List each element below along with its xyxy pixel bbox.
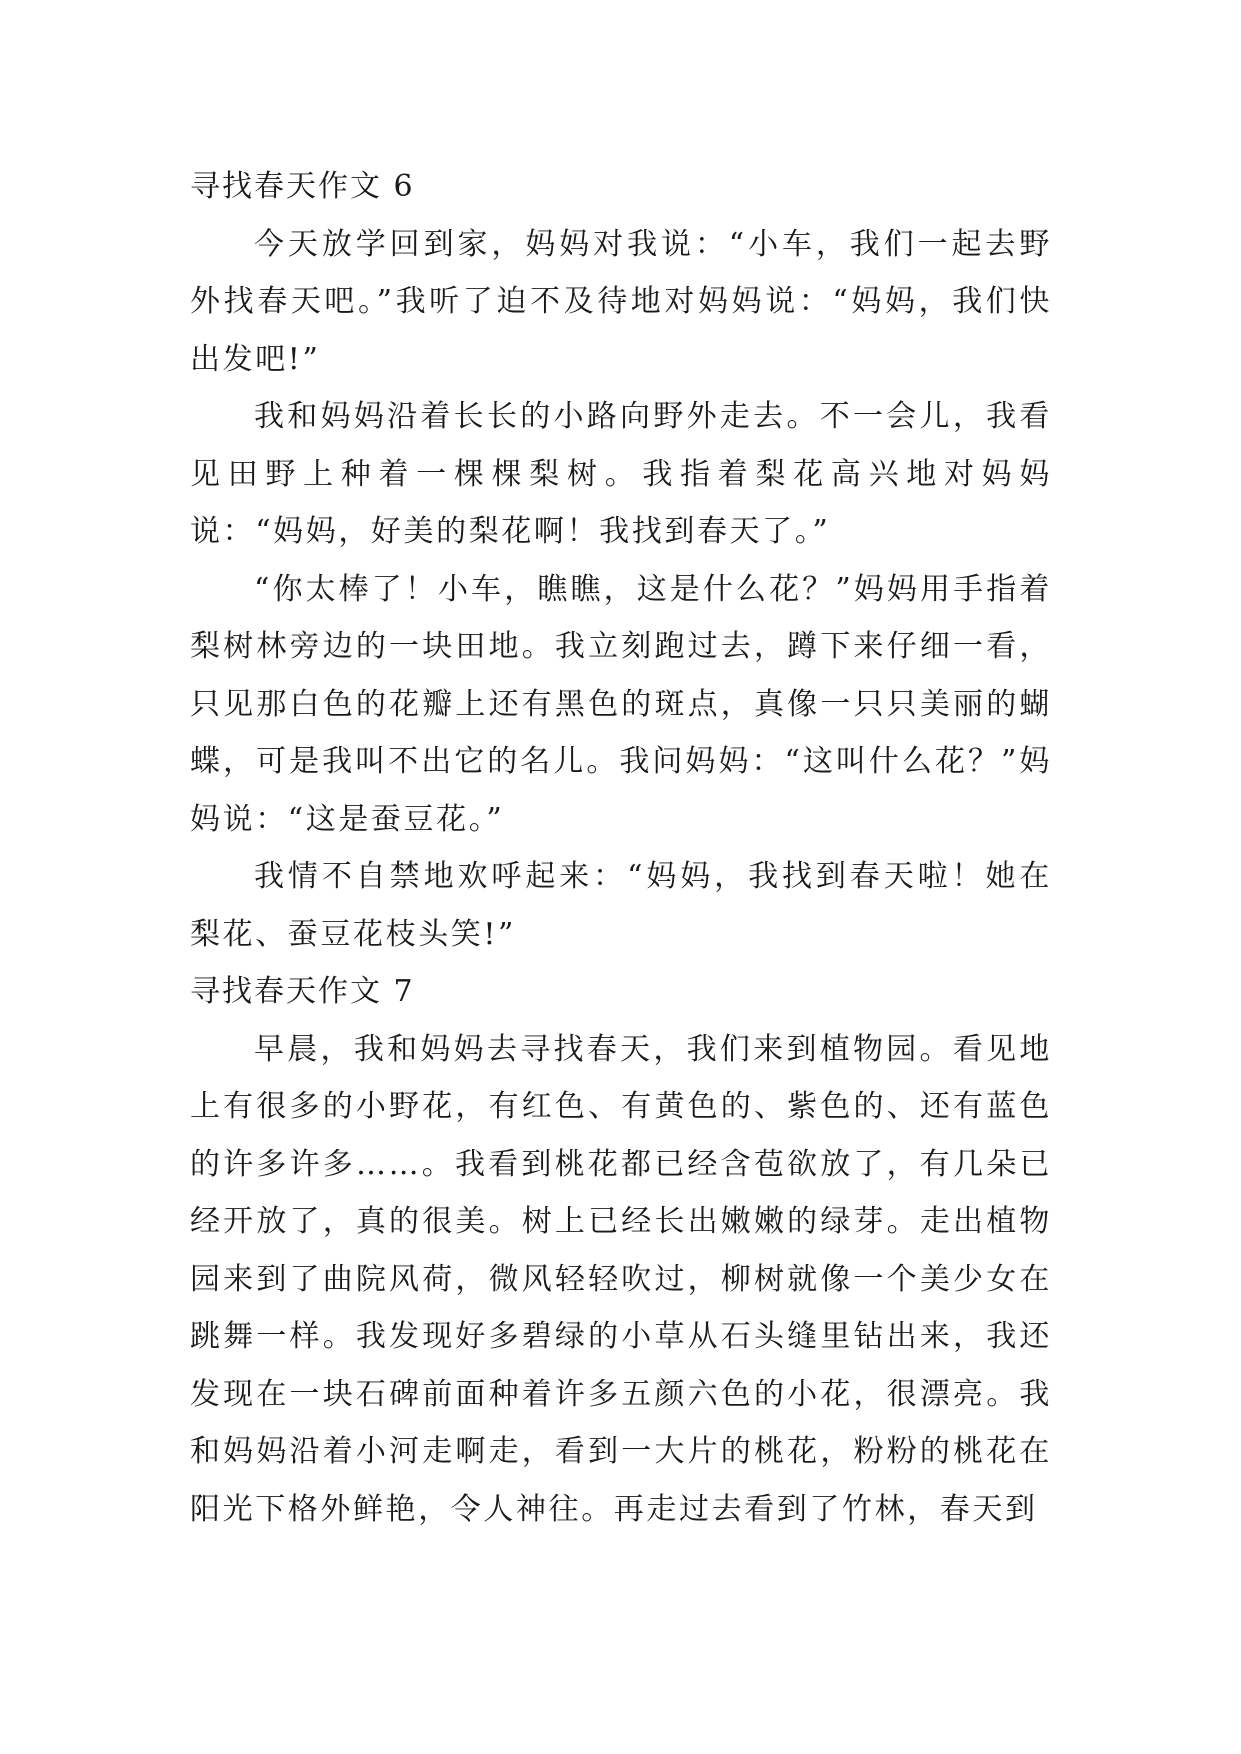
paragraph: 早晨，我和妈妈去寻找春天，我们来到植物园。看见地上有很多的小野花，有红色、有黄色的、紫色的、还有蓝色的许多许多……。我看到桃花都已经含苞欲放了，有几朵已经开放了，真的很美。树上已经长出嫩嫩的绿芽。走出植物园来到了曲院风荷，微风轻轻吹过，柳树就像一个美少女在跳舞一样。我发现好多碧绿的小草从石头缝里钻出来，我还发现在一块石碑前面种着许多五颜六色的小花，很漂亮。我和妈妈沿着小河走啊走，看到一大片的桃花，粉粉的桃花在阳光下格外鲜艳，令人神往。再走过去看到了竹林，春天到 [190, 1031, 1052, 1527]
section-title-essay-6: 寻找春天作文 6 [190, 169, 415, 204]
section-title-essay-7: 寻找春天作文 7 [190, 974, 415, 1009]
paragraph: 我情不自禁地欢呼起来：“妈妈，我找到春天啦！她在梨花、蚕豆花枝头笑!” [190, 859, 1052, 952]
document-body [190, 158, 1052, 1538]
paragraph: 我和妈妈沿着长长的小路向野外走去。不一会儿，我看见田野上种着一棵棵梨树。我指着梨花高兴地对妈妈说：“妈妈，好美的梨花啊！我找到春天了。” [190, 399, 1052, 549]
paragraph: “你太棒了！小车，瞧瞧，这是什么花？”妈妈用手指着梨树林旁边的一块田地。我立刻跑过去，蹲下来仔细一看，只见那白色的花瓣上还有黑色的斑点，真像一只只美丽的蝴蝶，可是我叫不出它的名儿。我问妈妈：“这叫什么花？”妈妈说：“这是蚕豆花。” [190, 571, 1052, 837]
paragraph: 今天放学回到家，妈妈对我说：“小车，我们一起去野外找春天吧。”我听了迫不及待地对妈妈说：“妈妈，我们快出发吧!” [190, 226, 1052, 377]
